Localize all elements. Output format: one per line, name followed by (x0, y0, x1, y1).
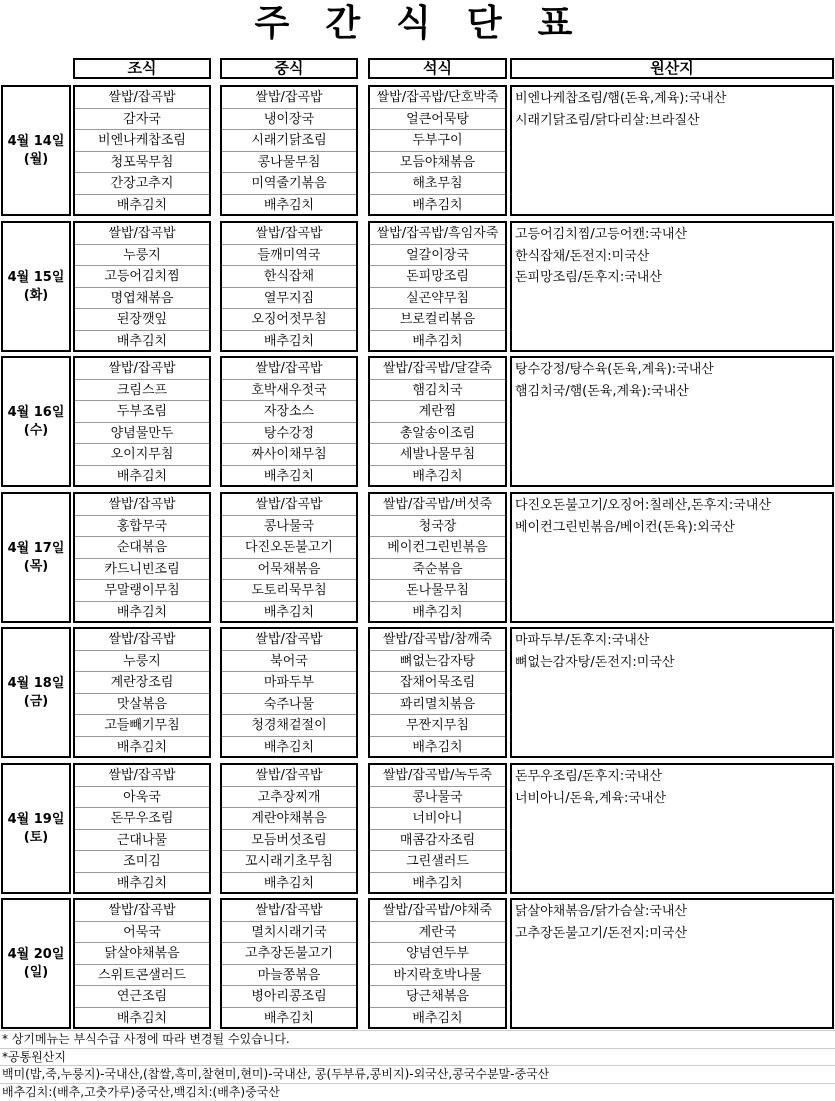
menu-item: 카드니빈조림 (75, 559, 209, 581)
menu-item: 꽈리멸치볶음 (370, 694, 505, 716)
dinner-menu (368, 356, 507, 487)
day-block (0, 763, 835, 894)
menu-item: 쌀밥/잡곡밥 (222, 765, 356, 787)
menu-item: 비엔나케찹조림 (75, 130, 209, 152)
day-block (0, 898, 835, 1029)
menu-item: 두부구이 (370, 130, 505, 152)
menu-item: 쌀밥/잡곡밥 (222, 358, 356, 380)
menu-item: 그린샐러드 (370, 851, 505, 873)
breakfast-menu (73, 356, 211, 487)
date-label: 4월 19일 (7, 811, 65, 827)
menu-item: 배추김치 (116, 604, 168, 620)
menu-item: 배추김치 (116, 468, 168, 484)
menu-item: 스위트콘샐러드 (75, 965, 209, 987)
menu-item: 병아리콩조림 (222, 986, 356, 1008)
menu-item: 호박새우젓국 (222, 380, 356, 402)
menu-item: 숙주나물 (222, 694, 356, 716)
menu-item: 배추김치 (116, 333, 168, 349)
weekday-label: (토) (23, 829, 49, 845)
origin-line: 비엔나케찹조림/햄(돈육,계육):국내산 (515, 91, 727, 106)
origin-line: 뼈없는감자탕/돈전지:미국산 (515, 654, 675, 670)
menu-item: 냉이장국 (222, 109, 356, 131)
menu-item: 콩나물국 (222, 516, 356, 538)
menu-item: 아욱국 (75, 787, 209, 809)
lunch-menu (220, 492, 358, 623)
footnote-line: * 상기메뉴는 부식수급 사정에 따라 변경될 수있습니다. (0, 1030, 835, 1048)
origin-line: 고등어김치찜/고등어캔:국내산 (515, 227, 688, 242)
menu-item: 배추김치 (263, 468, 315, 484)
menu-item: 어묵국 (75, 922, 209, 944)
menu-item: 쌀밥/잡곡밥/달걀죽 (370, 358, 505, 380)
menu-item: 고들빼기무침 (75, 715, 209, 737)
date-cell (1, 898, 71, 1029)
breakfast-menu (73, 85, 211, 216)
menu-item: 햄김치국 (370, 380, 505, 402)
menu-item: 맛살볶음 (75, 694, 209, 716)
header-dinner: 석식 (368, 58, 507, 79)
menu-item: 다진오돈불고기 (222, 537, 356, 559)
menu-item: 잡채어묵조림 (370, 672, 505, 694)
menu-item: 배추김치 (263, 875, 315, 891)
weekday-label: (월) (23, 151, 49, 167)
menu-item: 총알송이조림 (370, 423, 505, 445)
header-origin: 원산지 (510, 58, 834, 79)
lunch-menu (220, 85, 358, 216)
menu-item: 배추김치 (116, 739, 168, 755)
menu-item: 간장고추지 (75, 173, 209, 195)
origin-cell (510, 898, 834, 1029)
menu-item: 돈무우조림 (75, 808, 209, 830)
menu-item: 쌀밥/잡곡밥 (222, 900, 356, 922)
menu-item: 베이컨그린빈볶음 (370, 537, 505, 559)
day-block (0, 221, 835, 352)
dinner-menu (368, 627, 507, 758)
menu-item: 누룽지 (75, 651, 209, 673)
menu-item: 배추김치 (116, 197, 168, 213)
menu-item: 쌀밥/잡곡밥 (75, 629, 209, 651)
menu-item: 쌀밥/잡곡밥 (75, 223, 209, 245)
weekday-label: (금) (23, 693, 49, 709)
lunch-menu (220, 627, 358, 758)
menu-item: 조미김 (75, 851, 209, 873)
menu-item: 누룽지 (75, 245, 209, 267)
menu-item: 당근채볶음 (370, 986, 505, 1008)
weekday-label: (수) (23, 422, 49, 438)
date-label: 4월 18일 (7, 675, 65, 691)
date-cell (1, 492, 71, 623)
menu-item: 배추김치 (263, 739, 315, 755)
menu-item: 감자국 (75, 109, 209, 131)
origin-cell (510, 85, 834, 216)
dinner-menu (368, 492, 507, 623)
breakfast-menu (73, 221, 211, 352)
header-lunch: 중식 (220, 58, 358, 79)
menu-item: 탕수강정 (222, 423, 356, 445)
menu-item: 고추장찌개 (222, 787, 356, 809)
menu-item: 모듬버섯조림 (222, 830, 356, 852)
menu-item: 배추김치 (116, 1010, 168, 1026)
menu-item: 브로컬리볶음 (370, 309, 505, 331)
origin-line: 시래기닭조림/닭다리살:브라질산 (515, 112, 700, 128)
date-label: 4월 16일 (7, 404, 65, 420)
menu-item: 오징어젓무침 (222, 309, 356, 331)
lunch-menu (220, 898, 358, 1029)
lunch-menu (220, 356, 358, 487)
menu-item: 마늘쫑볶음 (222, 965, 356, 987)
menu-item: 너비아니 (370, 808, 505, 830)
footnote-line: 배추김치:(배추,고춧가루)중국산,백김치:(배추)중국산 (0, 1083, 835, 1101)
menu-item: 뼈없는감자탕 (370, 651, 505, 673)
menu-item: 쌀밥/잡곡밥 (222, 223, 356, 245)
menu-item: 청포묵무침 (75, 152, 209, 174)
header-breakfast: 조식 (73, 58, 211, 79)
menu-item: 쌀밥/잡곡밥/녹두죽 (370, 765, 505, 787)
origin-cell (510, 221, 834, 352)
menu-item: 배추김치 (412, 333, 463, 349)
menu-item: 양념연두부 (370, 943, 505, 965)
dinner-menu (368, 763, 507, 894)
menu-item: 명엽채볶음 (75, 288, 209, 310)
day-block (0, 85, 835, 216)
day-block (0, 627, 835, 758)
menu-item: 크림스프 (75, 380, 209, 402)
origin-cell (510, 763, 834, 894)
menu-item: 얼갈이장국 (370, 245, 505, 267)
menu-item: 돈피망조림 (370, 266, 505, 288)
menu-item: 양념물만두 (75, 423, 209, 445)
menu-item: 홍합무국 (75, 516, 209, 538)
menu-item: 배추김치 (412, 604, 463, 620)
menu-item: 콩나물국 (370, 787, 505, 809)
title-char: 간 (325, 3, 369, 44)
menu-item: 두부조림 (75, 401, 209, 423)
menu-item: 배추김치 (263, 333, 315, 349)
menu-item: 미역줄기볶음 (222, 173, 356, 195)
origin-line: 베이컨그린빈볶음/베이컨(돈육):외국산 (515, 519, 735, 535)
date-cell (1, 221, 71, 352)
menu-item: 쌀밥/잡곡밥/버섯죽 (370, 494, 505, 516)
origin-line: 마파두부/돈후지:국내산 (515, 633, 650, 648)
menu-item: 짜사이채무침 (222, 444, 356, 466)
menu-item: 쌀밥/잡곡밥 (222, 87, 356, 109)
menu-item: 배추김치 (263, 1010, 315, 1026)
day-block (0, 492, 835, 623)
menu-item: 고등어김치찜 (75, 266, 209, 288)
origin-line: 탕수강정/탕수육(돈육,계육):국내산 (515, 362, 714, 377)
menu-item: 쌀밥/잡곡밥 (222, 494, 356, 516)
menu-item: 해초무침 (370, 173, 505, 195)
menu-item: 모듬야채볶음 (370, 152, 505, 174)
date-cell (1, 627, 71, 758)
menu-item: 쌀밥/잡곡밥/흑임자죽 (370, 223, 505, 245)
weekday-label: (화) (23, 287, 49, 303)
menu-item: 북어국 (222, 651, 356, 673)
date-label: 4월 20일 (7, 946, 65, 962)
day-block (0, 356, 835, 487)
menu-item: 들깨미역국 (222, 245, 356, 267)
origin-line: 돈피망조림/돈후지:국내산 (515, 270, 662, 285)
title-char: 표 (537, 3, 581, 44)
menu-item: 꼬시래기초무침 (222, 851, 356, 873)
date-cell (1, 85, 71, 216)
menu-item: 도토리묵무침 (222, 580, 356, 602)
dinner-menu (368, 898, 507, 1029)
origin-cell (510, 627, 834, 758)
menu-item: 청경채겉절이 (222, 715, 356, 737)
origin-cell (510, 492, 834, 623)
menu-item: 배추김치 (116, 875, 168, 891)
menu-item: 배추김치 (412, 197, 463, 213)
footnotes (0, 1030, 835, 1100)
menu-item: 오이지무침 (75, 444, 209, 466)
lunch-menu (220, 763, 358, 894)
origin-line: 돈무우조림/돈후지:국내산 (515, 769, 662, 784)
origin-line: 고추장돈불고기/돈전지:미국산 (515, 925, 688, 941)
menu-item: 배추김치 (412, 875, 463, 891)
menu-item: 쌀밥/잡곡밥 (75, 900, 209, 922)
menu-item: 닭살야채볶음 (75, 943, 209, 965)
date-cell (1, 763, 71, 894)
menu-item: 쌀밥/잡곡밥 (75, 87, 209, 109)
menu-item: 얼큰어묵탕 (370, 109, 505, 131)
footnote-line: 백미(밥,죽,누룽지)-국내산,(찹쌀,흑미,찰현미,현미)-국내산, 콩(두부류,콩비지)-외국산,콩국수분말-중국산 (0, 1065, 835, 1083)
menu-item: 계란야채볶음 (222, 808, 356, 830)
menu-item: 자장소스 (222, 401, 356, 423)
menu-item: 된장깻잎 (75, 309, 209, 331)
menu-item: 콩나물무침 (222, 152, 356, 174)
weekday-label: (목) (23, 558, 49, 574)
date-label: 4월 15일 (7, 269, 65, 285)
menu-item: 쌀밥/잡곡밥/참깨죽 (370, 629, 505, 651)
menu-item: 청국장 (370, 516, 505, 538)
menu-item: 무말랭이무침 (75, 580, 209, 602)
menu-item: 멸치시래기국 (222, 922, 356, 944)
menu-item: 쌀밥/잡곡밥 (75, 358, 209, 380)
menu-item: 계란찜 (370, 401, 505, 423)
title-char: 단 (466, 3, 510, 44)
menu-item: 근대나물 (75, 830, 209, 852)
origin-line: 닭살야채볶음/닭가슴살:국내산 (515, 904, 688, 919)
breakfast-menu (73, 492, 211, 623)
date-cell (1, 356, 71, 487)
origin-line: 햄김치국/햄(돈육,계육):국내산 (515, 383, 689, 399)
menu-item: 쌀밥/잡곡밥 (75, 494, 209, 516)
menu-item: 배추김치 (263, 604, 315, 620)
menu-item: 배추김치 (412, 468, 463, 484)
menu-item: 무짠지무침 (370, 715, 505, 737)
menu-item: 죽순볶음 (370, 559, 505, 581)
menu-item: 한식잡채 (222, 266, 356, 288)
menu-item: 매콤감자조림 (370, 830, 505, 852)
origin-cell (510, 356, 834, 487)
menu-item: 계란장조림 (75, 672, 209, 694)
menu-item: 쌀밥/잡곡밥 (75, 765, 209, 787)
menu-item: 열무지짐 (222, 288, 356, 310)
page-title (0, 0, 835, 48)
menu-item: 연근조림 (75, 986, 209, 1008)
menu-item: 어묵채볶음 (222, 559, 356, 581)
menu-item: 실곤약무침 (370, 288, 505, 310)
menu-item: 시래기닭조림 (222, 130, 356, 152)
origin-line: 한식잡채/돈전지:미국산 (515, 248, 650, 264)
dinner-menu (368, 85, 507, 216)
menu-item: 순대볶음 (75, 537, 209, 559)
date-label: 4월 17일 (7, 540, 65, 556)
menu-item: 계란국 (370, 922, 505, 944)
origin-line: 다진오돈불고기/오징어:칠레산,돈후지:국내산 (515, 498, 771, 513)
menu-item: 배추김치 (412, 739, 463, 755)
breakfast-menu (73, 898, 211, 1029)
menu-item: 배추김치 (263, 197, 315, 213)
origin-line: 너비아니/돈육,계육:국내산 (515, 790, 667, 806)
breakfast-menu (73, 627, 211, 758)
menu-item: 바지락호박나물 (370, 965, 505, 987)
menu-item: 쌀밥/잡곡밥 (222, 629, 356, 651)
weekday-label: (일) (23, 964, 49, 980)
footnote-line: *공통원산지 (0, 1048, 835, 1066)
menu-item: 세발나물무침 (370, 444, 505, 466)
menu-item: 고추장돈불고기 (222, 943, 356, 965)
title-char: 주 (254, 3, 298, 44)
menu-item: 배추김치 (412, 1010, 463, 1026)
menu-item: 쌀밥/잡곡밥/단호박죽 (370, 87, 505, 109)
menu-item: 쌀밥/잡곡밥/야채죽 (370, 900, 505, 922)
dinner-menu (368, 221, 507, 352)
lunch-menu (220, 221, 358, 352)
menu-item: 돈나물무침 (370, 580, 505, 602)
date-label: 4월 14일 (7, 133, 65, 149)
title-char: 식 (396, 3, 439, 44)
breakfast-menu (73, 763, 211, 894)
menu-item: 마파두부 (222, 672, 356, 694)
